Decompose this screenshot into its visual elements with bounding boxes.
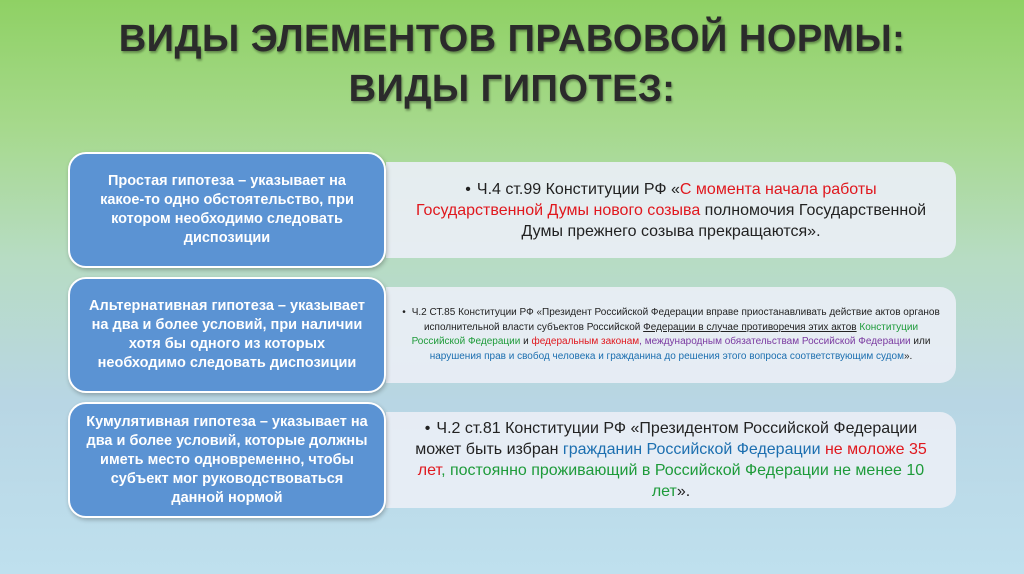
example-highlight: не моложе 35 лет [417, 441, 927, 479]
example-highlight: Конституции Российской Федерации [411, 321, 919, 347]
example-box-simple [386, 162, 956, 258]
example-part: и [520, 336, 532, 347]
term-text: Альтернативная гипотеза – указывает на два и более условий, при наличии хотя бы одного из которых необходимо следовать диспозиции [89, 298, 365, 371]
bullet: • [424, 420, 431, 437]
term-text: Кумулятивная гипотеза – указывает на два и более условий, которые должны иметь место одновременно, чтобы субъект мог руководствоваться данной нормой [86, 413, 368, 506]
term-box-alternative [68, 277, 386, 393]
example-part: ». [676, 483, 691, 500]
example-highlight: федеральным законам [531, 336, 640, 347]
example-highlight: , постоянно проживающий в Российской Федерации не менее 10 лет [441, 462, 925, 500]
example-underlined: Федерации в случае противоречия этих актов [643, 321, 857, 333]
term-box-simple [68, 152, 386, 268]
example-highlight: , международным обязательствам Российской Федерации [639, 336, 911, 347]
example-highlight: С момента начала работы Государственной Думы нового созыва [415, 180, 877, 219]
hypothesis-row-simple [68, 152, 956, 268]
term-box-cumulative [68, 402, 386, 518]
example-highlight: нарушения прав и свобод человека и гражданина до решения этого вопроса соответствующим судом [429, 350, 904, 362]
slide-title: ВИДЫ ЭЛЕМЕНТОВ ПРАВОВОЙ НОРМЫ: ВИДЫ ГИПОТЕЗ: [118, 18, 906, 110]
example-part: Ч.2 ст.81 Конституции РФ «Президентом Российской Федерации может быть избран [415, 420, 918, 458]
example-box-cumulative [386, 412, 956, 508]
bullet: • [465, 180, 471, 198]
example-part: ». [903, 350, 913, 362]
example-part: Ч.2 СТ.85 Конституции РФ «Президент Российской Федерации вправе приостанавливать действие актов органов исполнительной власти субъектов Российской [411, 307, 940, 333]
example-text [400, 418, 942, 502]
hypothesis-row-alternative [68, 277, 956, 393]
hypothesis-row-cumulative [68, 402, 956, 518]
term-text: Простая гипотеза – указывает на какое-то одно обстоятельство, при котором необходимо следовать диспозиции [100, 173, 354, 246]
example-part: полномочия Государственной Думы прежнего созыва прекращаются». [521, 201, 927, 240]
example-text [402, 306, 940, 364]
example-part: или [910, 336, 931, 347]
example-text [400, 179, 942, 242]
example-highlight: гражданин Российской Федерации [562, 441, 821, 458]
bullet: • [402, 307, 406, 318]
example-part: Ч.4 ст.99 Конституции РФ « [476, 180, 680, 198]
example-box-alternative [386, 287, 956, 383]
